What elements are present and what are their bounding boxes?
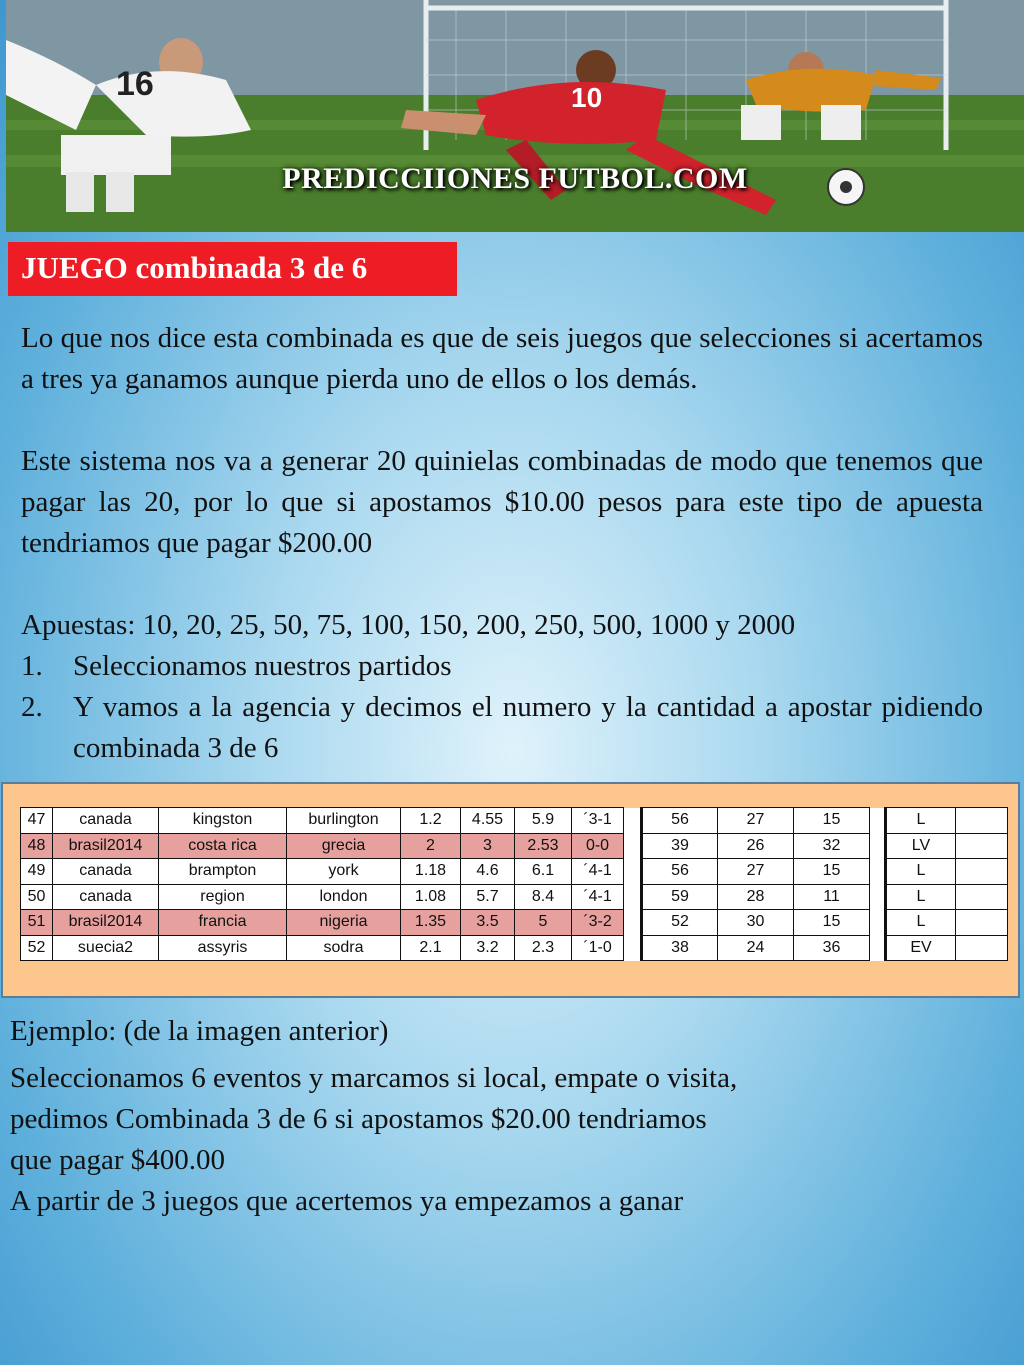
table-row xyxy=(21,935,1008,961)
cell-p2: 32 xyxy=(794,833,870,859)
cell-px: 27 xyxy=(718,808,794,834)
cell-ox: 4.55 xyxy=(461,808,515,834)
cell-empty xyxy=(624,833,642,859)
cell-p1: 52 xyxy=(642,910,718,936)
table-row xyxy=(21,833,1008,859)
step-text: Y vamos a la agencia y decimos el numero y la cantidad a apostar pidiendo combinada 3 de 6 xyxy=(73,691,983,764)
cell-o1: 1.2 xyxy=(401,808,461,834)
example-line: Seleccionamos 6 eventos y marcamos si local, empate o visita, xyxy=(10,1062,738,1094)
cell-empty xyxy=(870,859,886,885)
cell-pick: L xyxy=(886,859,956,885)
bet-amounts: Apuestas: 10, 20, 25, 50, 75, 100, 150, 200, 250, 500, 1000 y 2000 xyxy=(21,609,796,641)
cell-home: assyris xyxy=(159,935,287,961)
svg-text:16: 16 xyxy=(116,65,154,103)
cell-o2: 5 xyxy=(515,910,572,936)
cell-score: 0-0 xyxy=(572,833,624,859)
cell-home: region xyxy=(159,884,287,910)
cell-empty xyxy=(870,884,886,910)
cell-league: brasil2014 xyxy=(53,833,159,859)
cell-score: ´4-1 xyxy=(572,859,624,885)
cell-px: 28 xyxy=(718,884,794,910)
cell-ox: 4.6 xyxy=(461,859,515,885)
cell-league: canada xyxy=(53,884,159,910)
cell-empty xyxy=(624,910,642,936)
cell-ox: 3.5 xyxy=(461,910,515,936)
cell-league: suecia2 xyxy=(53,935,159,961)
cell-id: 51 xyxy=(21,910,53,936)
cell-pick: EV xyxy=(886,935,956,961)
cell-empty xyxy=(870,910,886,936)
example-line: A partir de 3 juegos que acertemos ya empezamos a ganar xyxy=(10,1185,684,1217)
table-row xyxy=(21,808,1008,834)
cell-score: ´4-1 xyxy=(572,884,624,910)
cell-empty xyxy=(624,808,642,834)
step-number: 1. xyxy=(21,650,43,682)
intro-paragraph: Lo que nos dice esta combinada es que de seis juegos que selecciones si acertamos a tres ya ganamos aunque pierda uno de ellos o los demás. xyxy=(21,322,983,395)
cell-empty xyxy=(956,884,1008,910)
cell-o2: 6.1 xyxy=(515,859,572,885)
cell-id: 48 xyxy=(21,833,53,859)
soccer-players-illustration xyxy=(6,0,1024,232)
cell-o1: 2 xyxy=(401,833,461,859)
cell-o1: 1.18 xyxy=(401,859,461,885)
cell-score: ´3-2 xyxy=(572,910,624,936)
cell-away: burlington xyxy=(287,808,401,834)
cell-ox: 5.7 xyxy=(461,884,515,910)
cell-p2: 15 xyxy=(794,859,870,885)
cell-o1: 2.1 xyxy=(401,935,461,961)
cell-p2: 15 xyxy=(794,808,870,834)
cell-p2: 36 xyxy=(794,935,870,961)
cell-p1: 38 xyxy=(642,935,718,961)
svg-text:10: 10 xyxy=(571,82,603,113)
cell-p2: 11 xyxy=(794,884,870,910)
cell-px: 27 xyxy=(718,859,794,885)
cell-home: francia xyxy=(159,910,287,936)
cell-pick: L xyxy=(886,884,956,910)
example-line: que pagar $400.00 xyxy=(10,1144,226,1176)
cell-o2: 2.53 xyxy=(515,833,572,859)
cell-p1: 56 xyxy=(642,808,718,834)
cell-pick: L xyxy=(886,808,956,834)
cell-px: 26 xyxy=(718,833,794,859)
cell-empty xyxy=(870,833,886,859)
cell-ox: 3 xyxy=(461,833,515,859)
cell-empty xyxy=(956,833,1008,859)
cell-p2: 15 xyxy=(794,910,870,936)
step-number: 2. xyxy=(21,691,43,723)
cell-ox: 3.2 xyxy=(461,935,515,961)
picks-table xyxy=(20,807,1008,961)
site-title: PREDICCIIONES FUTBOL.COM xyxy=(282,162,748,195)
cell-o2: 8.4 xyxy=(515,884,572,910)
cell-empty xyxy=(956,935,1008,961)
cell-pick: L xyxy=(886,910,956,936)
cell-o1: 1.08 xyxy=(401,884,461,910)
cell-empty xyxy=(624,859,642,885)
cell-empty xyxy=(624,884,642,910)
table-row xyxy=(21,910,1008,936)
cell-league: brasil2014 xyxy=(53,910,159,936)
cell-home: kingston xyxy=(159,808,287,834)
cell-p1: 59 xyxy=(642,884,718,910)
cell-league: canada xyxy=(53,859,159,885)
table-row xyxy=(21,884,1008,910)
cell-home: brampton xyxy=(159,859,287,885)
system-explanation: Este sistema nos va a generar 20 quinielas combinadas de modo que tenemos que pagar las 20, por lo que si apostamos $10.00 pesos para este tipo de apuesta tendriamos que pagar $200.00 xyxy=(21,445,983,559)
cell-league: canada xyxy=(53,808,159,834)
cell-o2: 5.9 xyxy=(515,808,572,834)
cell-score: ´3-1 xyxy=(572,808,624,834)
cell-p1: 56 xyxy=(642,859,718,885)
cell-o2: 2.3 xyxy=(515,935,572,961)
cell-id: 50 xyxy=(21,884,53,910)
cell-empty xyxy=(870,808,886,834)
cell-away: grecia xyxy=(287,833,401,859)
cell-o1: 1.35 xyxy=(401,910,461,936)
cell-p1: 39 xyxy=(642,833,718,859)
table-row xyxy=(21,859,1008,885)
cell-px: 24 xyxy=(718,935,794,961)
example-line: pedimos Combinada 3 de 6 si apostamos $20.00 tendriamos xyxy=(10,1103,707,1135)
cell-id: 47 xyxy=(21,808,53,834)
step-text: Seleccionamos nuestros partidos xyxy=(73,650,452,682)
picks-table-panel xyxy=(1,782,1020,998)
cell-away: london xyxy=(287,884,401,910)
cell-empty xyxy=(956,859,1008,885)
cell-id: 52 xyxy=(21,935,53,961)
cell-id: 49 xyxy=(21,859,53,885)
cell-empty xyxy=(624,935,642,961)
cell-empty xyxy=(956,910,1008,936)
cell-pick: LV xyxy=(886,833,956,859)
cell-empty xyxy=(956,808,1008,834)
cell-px: 30 xyxy=(718,910,794,936)
example-heading: Ejemplo: (de la imagen anterior) xyxy=(10,1015,389,1047)
cell-away: sodra xyxy=(287,935,401,961)
cell-home: costa rica xyxy=(159,833,287,859)
cell-empty xyxy=(870,935,886,961)
cell-score: ´1-0 xyxy=(572,935,624,961)
hero-banner xyxy=(6,0,1024,232)
cell-away: york xyxy=(287,859,401,885)
section-badge: JUEGO combinada 3 de 6 xyxy=(8,242,457,296)
cell-away: nigeria xyxy=(287,910,401,936)
